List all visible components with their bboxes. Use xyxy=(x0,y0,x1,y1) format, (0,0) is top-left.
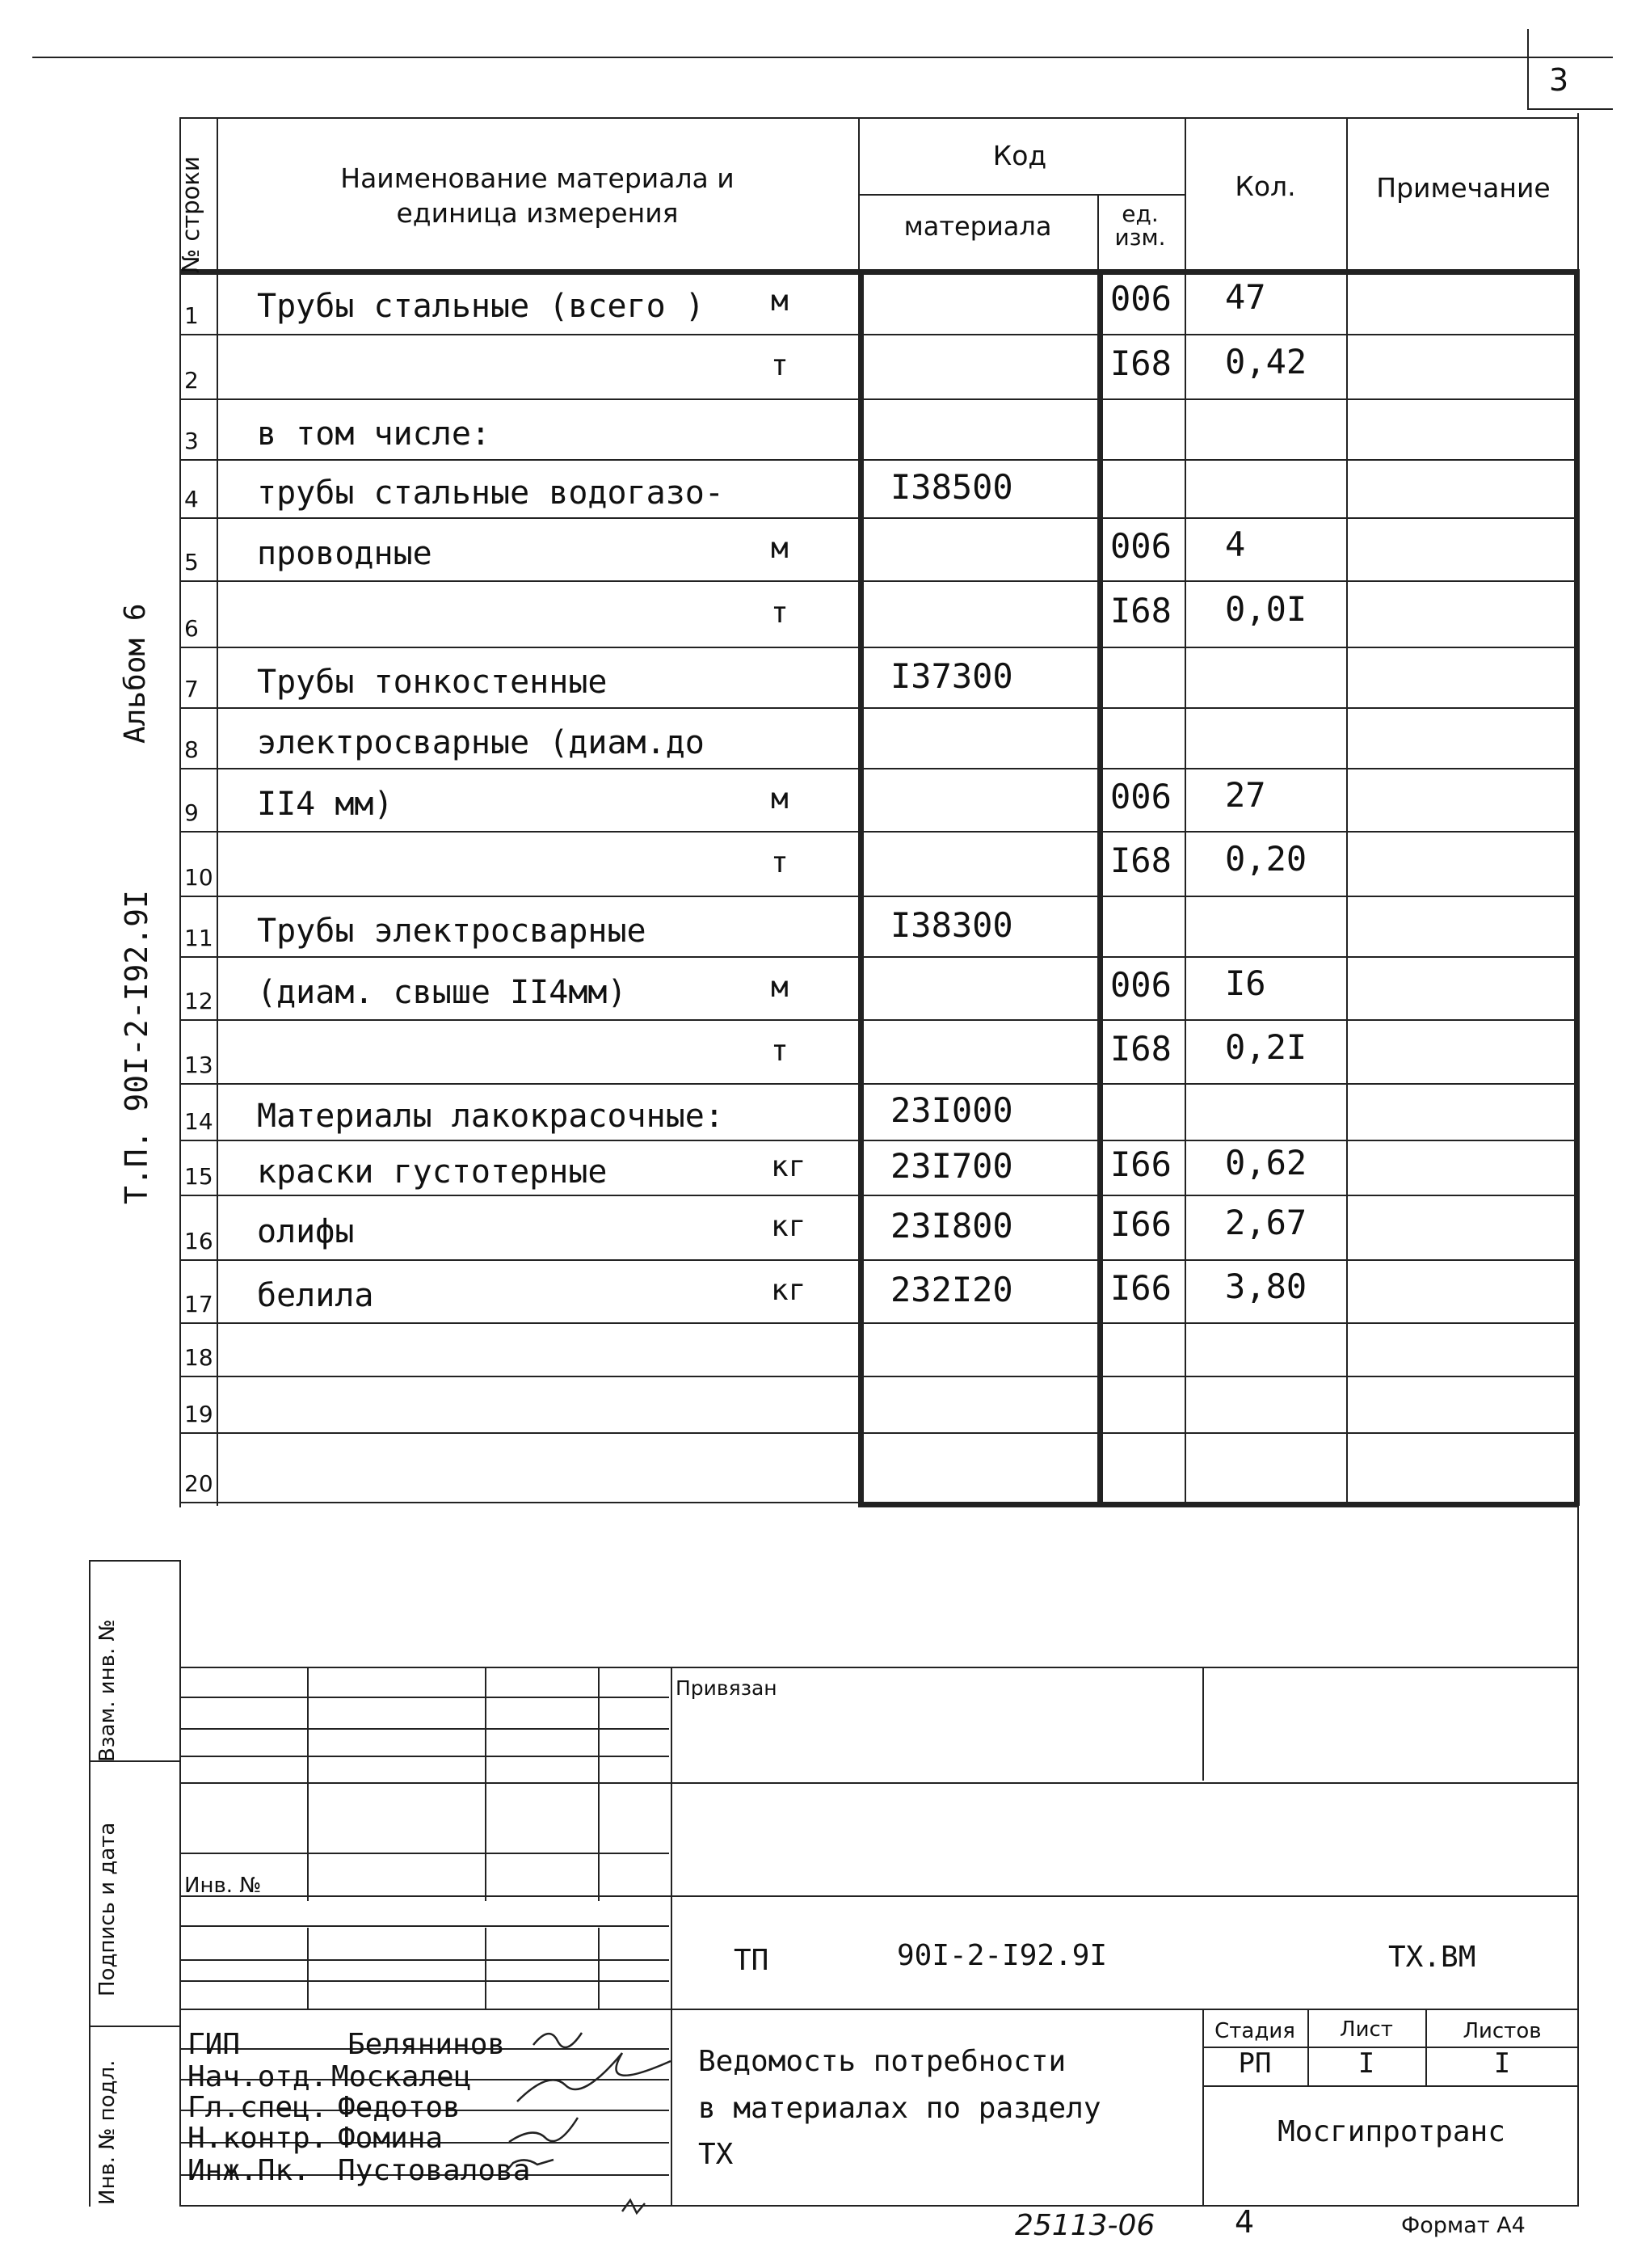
row-unit: кг xyxy=(771,1210,806,1243)
row-material-code: 23I800 xyxy=(890,1206,1013,1246)
row-name: (диам. свыше II4мм) xyxy=(257,974,627,1011)
doc-title: Ведомость потребности в материалах по разделу ТХ xyxy=(698,2045,1101,2172)
inv-podl-label: Инв. № подл. xyxy=(95,2059,120,2205)
row-unit-code: I68 xyxy=(1110,344,1172,383)
grid-line xyxy=(307,1667,309,1901)
grid-line xyxy=(307,1928,309,2009)
row-unit: т xyxy=(771,846,789,879)
row-line xyxy=(179,1019,1577,1021)
row-line xyxy=(179,517,1577,519)
grid-line xyxy=(217,117,218,1506)
row-name: Трубы электросварные xyxy=(257,912,646,950)
row-line xyxy=(179,956,1577,958)
top-border-line xyxy=(32,57,1613,58)
grid-line xyxy=(1202,1667,1204,1781)
grid-line xyxy=(858,1502,1577,1507)
signature-scribbles xyxy=(501,2021,743,2239)
row-name: Трубы тонкостенные xyxy=(257,663,608,701)
grid-line xyxy=(598,1928,600,2009)
row-quantity: 4 xyxy=(1225,525,1246,564)
header-code: Код xyxy=(992,140,1047,171)
row-line xyxy=(179,707,1577,709)
row-number: 10 xyxy=(184,864,213,891)
tp-label: ТП xyxy=(734,1944,769,1977)
row-line xyxy=(179,580,1577,582)
row-line xyxy=(179,1376,1577,1377)
row-line xyxy=(179,1140,1577,1141)
grid-line xyxy=(179,1980,669,1982)
grid-line xyxy=(89,2026,179,2027)
person-name: Пустовалова xyxy=(338,2154,531,2187)
row-material-code: 232I20 xyxy=(890,1270,1013,1309)
row-unit-code: I66 xyxy=(1110,1145,1172,1184)
footer-page: 4 xyxy=(1235,2204,1255,2240)
row-line xyxy=(179,459,1577,461)
row-unit: м xyxy=(771,532,789,565)
person-name: Фомина xyxy=(338,2122,444,2155)
doc-number: 90I-2-I92.9I xyxy=(897,1939,1108,1972)
grid-line xyxy=(179,1853,669,1854)
grid-line xyxy=(598,1667,600,1901)
grid-line xyxy=(179,1925,669,1927)
org-name: Мосгипротранс xyxy=(1278,2115,1505,2148)
row-number: 3 xyxy=(184,428,199,454)
row-line xyxy=(179,831,1577,833)
grid-line xyxy=(179,1756,669,1757)
row-material-code: 23I700 xyxy=(890,1146,1013,1186)
row-unit: т xyxy=(771,349,789,382)
grid-line xyxy=(858,194,1185,196)
grid-line xyxy=(179,2205,1577,2207)
row-quantity: 0,20 xyxy=(1225,839,1307,879)
header-note: Примечание xyxy=(1376,172,1551,204)
row-quantity: 27 xyxy=(1225,775,1266,815)
grid-line xyxy=(1346,269,1348,1502)
row-name: олифы xyxy=(257,1213,355,1250)
grid-line xyxy=(1185,269,1186,1502)
row-material-code: 23I000 xyxy=(890,1090,1013,1130)
row-number: 7 xyxy=(184,676,199,702)
inv-no-label: Инв. № xyxy=(184,1874,262,1898)
grid-line xyxy=(858,269,864,1506)
row-number: 13 xyxy=(184,1052,213,1078)
sheet-label: Лист xyxy=(1340,2017,1393,2042)
grid-line xyxy=(179,1502,858,1503)
row-number: 18 xyxy=(184,1344,213,1371)
header-name: Наименование материала и единица измерения xyxy=(340,162,735,229)
row-name: проводные xyxy=(257,535,432,572)
row-unit-code: I68 xyxy=(1110,1028,1172,1069)
row-line xyxy=(179,1195,1577,1196)
row-number: 6 xyxy=(184,615,199,642)
row-name: белила xyxy=(257,1277,374,1314)
grid-line xyxy=(1097,269,1103,1506)
row-unit-code: 006 xyxy=(1110,526,1172,566)
row-line xyxy=(179,1259,1577,1261)
grid-line xyxy=(179,269,1577,275)
header-code-unit: ед. изм. xyxy=(1114,200,1166,251)
header-qty: Кол. xyxy=(1235,171,1296,202)
stage-value: РП xyxy=(1238,2047,1272,2080)
row-line xyxy=(179,768,1577,769)
row-material-code: I38300 xyxy=(890,904,1013,945)
row-name: Материалы лакокрасочные: xyxy=(257,1098,724,1135)
row-line xyxy=(179,334,1577,335)
person-role: Инж.Пк. xyxy=(187,2154,310,2187)
grid-line xyxy=(1527,108,1613,110)
row-quantity: I6 xyxy=(1225,963,1266,1003)
person-role: Гл.спец. xyxy=(187,2091,328,2124)
person-name: Белянинов xyxy=(347,2028,506,2061)
row-material-code: I37300 xyxy=(890,656,1013,696)
row-quantity: 0,2I xyxy=(1225,1027,1307,1067)
row-unit: т xyxy=(771,1034,789,1068)
row-number: 20 xyxy=(184,1470,213,1497)
row-number: 12 xyxy=(184,988,213,1014)
row-number: 17 xyxy=(184,1291,213,1317)
row-line xyxy=(179,1083,1577,1085)
row-number: 2 xyxy=(184,367,199,394)
row-quantity: 47 xyxy=(1225,277,1266,317)
row-unit: кг xyxy=(771,1274,806,1307)
row-unit-code: I68 xyxy=(1110,591,1172,630)
grid-line xyxy=(179,1667,1577,1668)
header-code-material: материала xyxy=(903,211,1052,242)
row-name: в том числе: xyxy=(257,415,490,453)
row-material-code: I38500 xyxy=(890,467,1013,507)
row-line xyxy=(179,1322,1577,1324)
project-label: Т.П. 90I-2-I92.9I xyxy=(119,890,154,1204)
row-unit: кг xyxy=(771,1150,806,1183)
grid-line xyxy=(179,2009,1577,2010)
grid-line xyxy=(485,1928,486,2009)
page-number: 3 xyxy=(1549,62,1569,98)
row-quantity: 2,67 xyxy=(1225,1203,1307,1242)
grid-line xyxy=(179,1697,669,1698)
row-number: 15 xyxy=(184,1163,213,1190)
vzam-inv-label: Взам. инв. № xyxy=(95,1619,120,1762)
person-role: ГИП xyxy=(187,2028,241,2061)
row-name: электросварные (диам.до xyxy=(257,723,705,761)
doc-mark: ТХ.ВМ xyxy=(1388,1941,1476,1974)
row-name: трубы стальные водогазо- xyxy=(257,474,724,512)
grid-line xyxy=(1574,269,1580,1506)
row-unit: т xyxy=(771,597,789,630)
row-name: II4 мм) xyxy=(257,786,394,823)
row-line xyxy=(179,896,1577,897)
row-name: краски густотерные xyxy=(257,1153,608,1191)
row-name: Трубы стальные (всего ) xyxy=(257,288,705,325)
sheets-value: I xyxy=(1493,2047,1511,2080)
grid-line xyxy=(1527,29,1529,110)
grid-line xyxy=(179,117,1577,119)
row-number: 14 xyxy=(184,1108,213,1135)
grid-line xyxy=(89,1560,90,2207)
row-line xyxy=(179,398,1577,400)
row-unit-code: I66 xyxy=(1110,1268,1172,1308)
grid-line xyxy=(89,1560,179,1562)
row-unit: м xyxy=(771,285,789,318)
grid-line xyxy=(179,1782,1577,1784)
row-number: 5 xyxy=(184,549,199,575)
person-name: Москалец xyxy=(331,2060,472,2093)
row-quantity: 0,42 xyxy=(1225,342,1307,382)
sheets-label: Листов xyxy=(1463,2019,1542,2043)
row-number: 1 xyxy=(184,302,199,329)
left-border-line xyxy=(179,117,181,1507)
privyazan-label: Привязан xyxy=(676,1676,777,1700)
row-number: 11 xyxy=(184,925,213,951)
podpis-data-label: Подпись и дата xyxy=(95,1822,120,1996)
person-name: Федотов xyxy=(338,2091,461,2124)
row-quantity: 3,80 xyxy=(1225,1267,1307,1306)
row-quantity: 0,62 xyxy=(1225,1143,1307,1182)
row-unit-code: 006 xyxy=(1110,777,1172,816)
sheet-value: I xyxy=(1358,2047,1375,2080)
grid-line xyxy=(179,1895,1577,1897)
row-line xyxy=(179,647,1577,648)
row-number: 4 xyxy=(184,486,199,512)
row-number: 16 xyxy=(184,1228,213,1254)
row-unit-code: I66 xyxy=(1110,1204,1172,1244)
row-unit-code: 006 xyxy=(1110,279,1172,318)
grid-line xyxy=(179,1728,669,1730)
row-unit: м xyxy=(771,782,789,816)
row-number: 19 xyxy=(184,1401,213,1427)
grid-line xyxy=(1202,2085,1577,2087)
row-line xyxy=(179,1432,1577,1434)
person-role: Нач.отд. xyxy=(187,2060,328,2093)
row-number: 9 xyxy=(184,799,199,826)
row-unit: м xyxy=(771,971,789,1004)
archive-number: 25113-06 xyxy=(1015,2209,1155,2242)
row-unit-code: 006 xyxy=(1110,965,1172,1005)
format-label: Формат А4 xyxy=(1401,2213,1526,2238)
row-quantity: 0,0I xyxy=(1225,589,1307,629)
header-row-no: № строки xyxy=(177,156,204,273)
stage-label: Стадия xyxy=(1214,2019,1295,2043)
row-number: 8 xyxy=(184,736,199,763)
album-label: Альбом 6 xyxy=(119,603,152,744)
person-role: Н.контр. xyxy=(187,2122,328,2155)
row-unit-code: I68 xyxy=(1110,841,1172,880)
grid-line xyxy=(485,1667,486,1901)
grid-line xyxy=(179,1959,669,1961)
